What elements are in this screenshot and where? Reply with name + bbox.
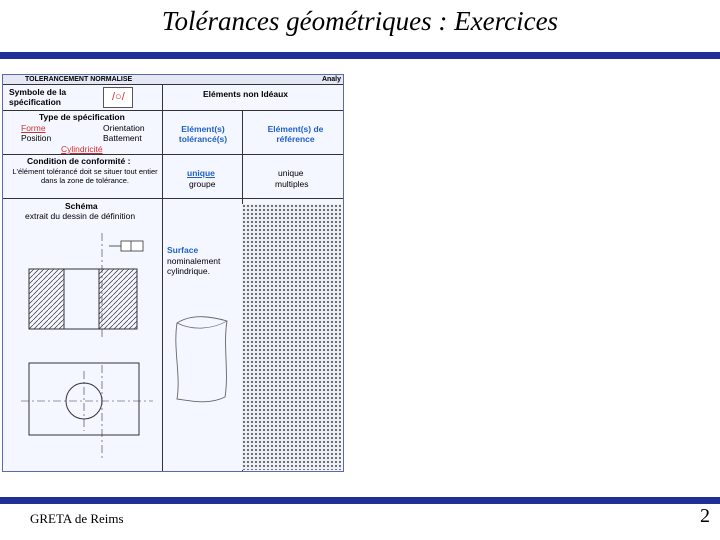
sheet-header-right: Analy xyxy=(321,76,341,83)
spec-orientation: Orientation xyxy=(103,123,145,133)
toleranced-groupe: groupe xyxy=(189,179,216,189)
definition-drawing xyxy=(3,225,161,471)
top-divider-bar xyxy=(0,52,720,59)
schema-subtitle: extrait du dessin de définition xyxy=(25,211,136,221)
reference-element-label: Elément(s) de référence xyxy=(267,124,324,144)
reference-unique: unique xyxy=(278,168,304,178)
footer-organization: GRETA de Reims xyxy=(30,511,124,526)
bottom-divider-bar xyxy=(0,497,720,504)
toleranced-unique: unique xyxy=(187,168,215,178)
row-divider xyxy=(3,154,343,155)
symbol-box xyxy=(103,87,133,108)
spec-type-title: Type de spécification xyxy=(39,112,125,122)
cylindricity-symbol: /○/ xyxy=(112,91,125,103)
reference-zone-pattern xyxy=(242,204,341,470)
conformity-title: Condition de conformité : xyxy=(27,156,131,166)
section-bore xyxy=(64,269,99,329)
row-divider xyxy=(3,198,343,199)
schema-title: Schéma xyxy=(65,201,98,211)
spec-cylindricite: Cylindricité xyxy=(61,144,103,154)
spec-forme: Forme xyxy=(21,123,46,133)
section-left-hatch xyxy=(29,269,64,329)
surface-description: nominalement cylindrique. xyxy=(167,256,221,276)
symbol-label: Symbole de la spécification xyxy=(9,87,67,107)
slide-title: Tolérances géométriques : Exercices xyxy=(161,6,559,36)
surface-word: Surface xyxy=(167,245,199,255)
reference-multiples: multiples xyxy=(275,179,309,189)
non-ideal-title: Eléments non Idéaux xyxy=(203,89,289,99)
feature-control-frame xyxy=(121,241,143,251)
sheet-header xyxy=(3,75,343,85)
spec-battement: Battement xyxy=(103,133,142,143)
tolerance-sheet xyxy=(2,74,344,472)
toleranced-element-label: Elément(s) tolérancé(s) xyxy=(178,124,228,144)
page-number: 2 xyxy=(700,505,710,527)
cylinder-sketch xyxy=(163,305,241,415)
section-right-hatch xyxy=(99,269,137,329)
spec-position: Position xyxy=(21,133,52,143)
conformity-text: L'élément tolérancé doit se situer tout entier dans la zone de tolérance. xyxy=(12,167,158,185)
row-divider xyxy=(3,110,343,111)
sheet-header-left: TOLERANCEMENT NORMALISE xyxy=(25,76,133,83)
